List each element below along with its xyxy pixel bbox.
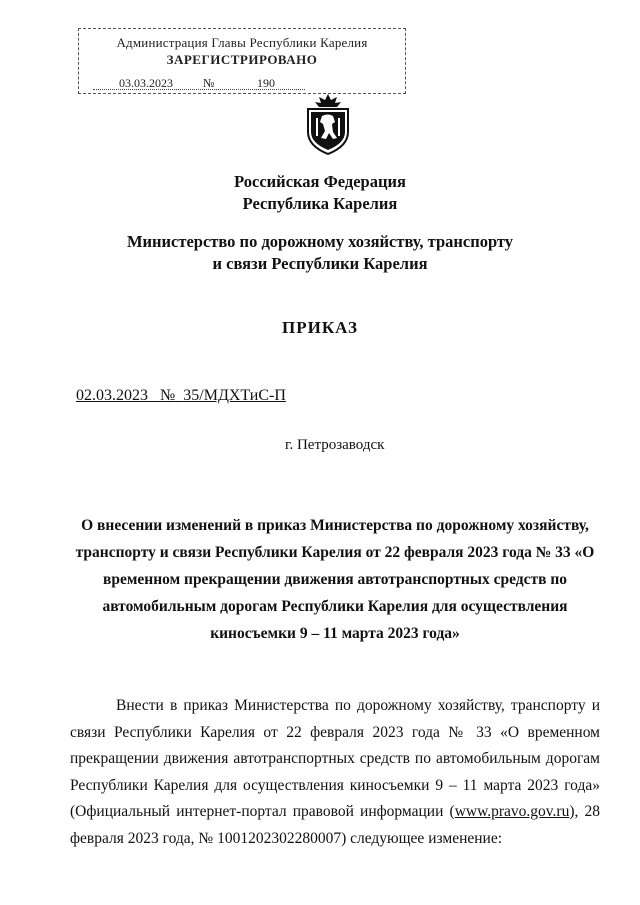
registration-stamp bbox=[78, 28, 406, 94]
body-paragraph bbox=[70, 693, 600, 852]
order-date: 02.03.2023 bbox=[76, 387, 148, 404]
order-body bbox=[70, 693, 600, 852]
stamp-organization: Администрация Главы Республики Карелия bbox=[116, 35, 368, 50]
region-heading: Республика Карелия bbox=[242, 194, 398, 213]
order-number: 35/МДХТиС-П bbox=[183, 387, 286, 404]
order-title: О внесении изменений в приказ Министерства по дорожному хозяйству, транспорту и связи Республики Карелия от 22 февраля 2023 года № 33 «О временном прекращении движения автотранспортных средств по автомобильным дорогам Республики Карелия для осуществления киносъемки 9 – 11 марта 2023 года» bbox=[75, 517, 595, 642]
order-registration-line bbox=[76, 387, 286, 405]
coat-of-arms-emblem bbox=[302, 92, 354, 156]
body-text-part1: Внести в приказ Министерства по дорожному хозяйству, транспорту и связи Республики Карелия от 22 февраля 2023 года № 33 «О временном прекращении движения автотранспортных средств по автомобильным дорогам Республики Карелия для осуществления киносъемки 9 – 11 марта 2023 года» (Официальный интернет-портал правовой информации ( bbox=[70, 697, 600, 820]
stamp-status: ЗАРЕГИСТРИРОВАНО bbox=[166, 52, 318, 67]
ministry-heading-line1: Министерство по дорожному хозяйству, транспорту bbox=[126, 232, 514, 251]
country-heading: Российская Федерация bbox=[234, 172, 406, 191]
order-no-label: № bbox=[160, 387, 176, 404]
document-type-heading: ПРИКАЗ bbox=[282, 318, 358, 337]
stamp-date: 03.03.2023 bbox=[119, 76, 173, 90]
ministry-heading-line2: и связи Республики Карелия bbox=[212, 254, 428, 273]
pravo-gov-link[interactable]: www.pravo.gov.ru bbox=[454, 803, 570, 820]
city-label: г. Петрозаводск bbox=[285, 437, 385, 453]
stamp-underline bbox=[93, 89, 305, 90]
stamp-no-label: № bbox=[203, 76, 215, 90]
stamp-number: 190 bbox=[257, 76, 275, 90]
body-text-part2: ), 28 февраля 2023 года, № 1001202302280007) следующее изменение: bbox=[70, 803, 601, 847]
